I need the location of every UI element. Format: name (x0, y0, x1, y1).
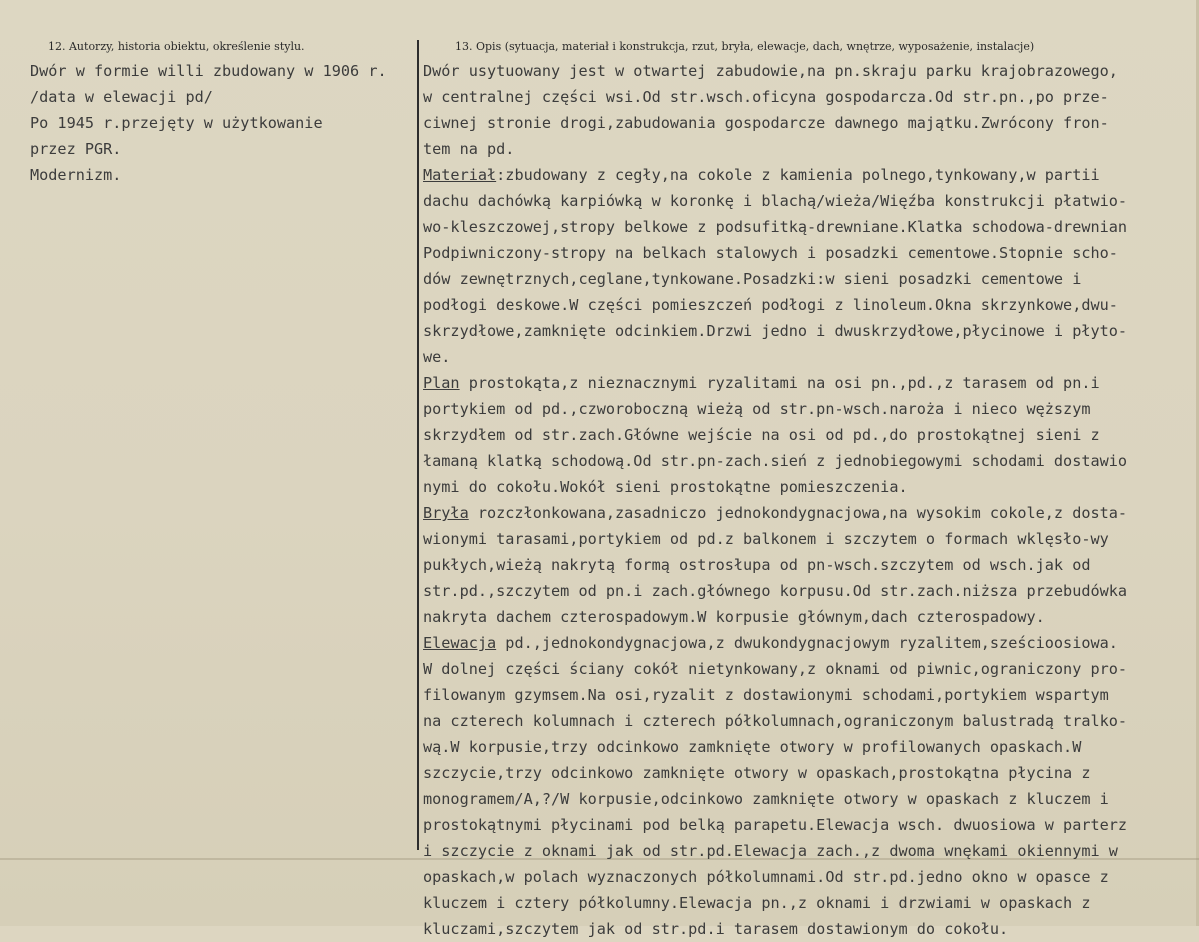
description-line-text: filowanym gzymsem.Na osi,ryzalit z dostawionymi schodami,portykiem wspartym (423, 686, 1109, 704)
description-line (423, 422, 1127, 448)
description-line-text: wo-kleszczowej,stropy belkowe z podsufitką-drewniane.Klatka schodowa-drewnian (423, 218, 1128, 236)
description-line-text: prostokątnymi płycinami pod belką parapetu.Elewacja wsch. dwuosiowa w parterz (423, 816, 1128, 834)
description-line-text: w centralnej części wsi.Od str.wsch.oficyna gospodarcza.Od str.pn.,po prze- (423, 88, 1109, 106)
description-line-text: dachu dachówką karpiówką w koronkę i blachą/wieża/Więźba konstrukcji płatwio- (423, 192, 1128, 210)
description-line (423, 240, 1127, 266)
description-line (423, 188, 1127, 214)
description-line (423, 396, 1127, 422)
description-line-text: str.pd.,szczytem od pn.i zach.głównego korpusu.Od str.zach.niższa przebudówka (423, 582, 1128, 600)
description-line-text: tem na pd. (423, 140, 515, 158)
description-line-text: podłogi deskowe.W części pomieszczeń podłogi z linoleum.Okna skrzynkowe,dwu- (423, 296, 1118, 314)
description-line (423, 84, 1127, 110)
description-line (423, 552, 1127, 578)
description-line-text: wionymi tarasami,portykiem od pd.z balkonem i szczytem o formach wklęsło-wy (423, 530, 1109, 548)
description-line-text: nymi do cokołu.Wokół sieni prostokątne pomieszczenia. (423, 478, 908, 496)
section-13-header: 13. Opis (sytuacja, materiał i konstrukcja, rzut, bryła, elewacje, dach, wnętrze, wyposażenie, instalacje) (455, 40, 1035, 53)
description-line (423, 734, 1127, 760)
description-line (423, 864, 1127, 890)
description-line-text: Podpiwniczony-stropy na belkach stalowych i posadzki cementowe.Stopnie scho- (423, 244, 1118, 262)
history-line: przez PGR. (30, 140, 122, 158)
history-line: Dwór w formie willi zbudowany w 1906 r. (30, 62, 387, 80)
section-keyword: Plan (423, 374, 460, 392)
history-line: /data w elewacji pd/ (30, 88, 213, 106)
description-line (423, 136, 1127, 162)
description-line-text: Dwór usytuowany jest w otwartej zabudowie,na pn.skraju parku krajobrazowego, (423, 62, 1118, 80)
section-keyword: Bryła (423, 504, 469, 522)
description-line-text: ciwnej stronie drogi,zabudowania gospodarcze dawnego majątku.Zwrócony fron- (423, 114, 1109, 132)
description-line (423, 890, 1127, 916)
description-line (423, 838, 1127, 864)
description-line (423, 604, 1127, 630)
description-line-text: pd.,jednokondygnacjowa,z dwukondygnacjowym ryzalitem,sześcioosiowa. (496, 634, 1118, 652)
description-line-text: prostokąta,z nieznacznymi ryzalitami na osi pn.,pd.,z tarasem od pn.i (459, 374, 1100, 392)
description-line-text: portykiem od pd.,czworoboczną wieżą od str.pn-wsch.naroża i nieco węższym (423, 400, 1091, 418)
description-line-text: kluczem i cztery półkolumny.Elewacja pn.,z oknami i drzwiami w opaskach z (423, 894, 1091, 912)
section-12-header: 12. Autorzy, historia obiektu, określenie stylu. (48, 40, 305, 53)
description-line-text: opaskach,w polach wyznaczonych półkolumnami.Od str.pd.jedno okno w opasce z (423, 868, 1109, 886)
description-line (423, 292, 1127, 318)
history-line: Po 1945 r.przejęty w użytkowanie (30, 114, 323, 132)
description-line-text: nakryta dachem czterospadowym.W korpusie głównym,dach czterospadowy. (423, 608, 1045, 626)
description-line (423, 812, 1127, 838)
description-line-text: łamaną klatką schodową.Od str.pn-zach.sień z jednobiegowymi schodami dostawio (423, 452, 1128, 470)
description-line (423, 630, 1127, 656)
description-line (423, 786, 1127, 812)
description-line (423, 370, 1127, 396)
description-line (423, 448, 1127, 474)
description-line-text: monogramem/A,?/W korpusie,odcinkowo zamknięte otwory w opaskach z kluczem i (423, 790, 1109, 808)
description-line (423, 58, 1127, 84)
description-line-text: we. (423, 348, 451, 366)
description-text-column (423, 58, 1127, 942)
description-line-text: szczycie,trzy odcinkowo zamknięte otwory w opaskach,prostokątna płycina z (423, 764, 1091, 782)
description-line (423, 708, 1127, 734)
column-divider (417, 40, 419, 850)
description-line-text: kluczami,szczytem jak od str.pd.i tarasem dostawionym do cokołu. (423, 920, 1009, 938)
description-line-text: :zbudowany z cegły,na cokole z kamienia polnego,tynkowany,w partii (496, 166, 1100, 184)
description-line (423, 344, 1127, 370)
description-line (423, 578, 1127, 604)
description-line-text: na czterech kolumnach i czterech półkolumnach,ograniczonym balustradą tralko- (423, 712, 1128, 730)
history-line: Modernizm. (30, 166, 122, 184)
section-keyword: Elewacja (423, 634, 497, 652)
description-line (423, 318, 1127, 344)
description-line (423, 760, 1127, 786)
description-line (423, 474, 1127, 500)
description-line (423, 162, 1127, 188)
description-line-text: skrzydłem od str.zach.Główne wejście na osi od pd.,do prostokątnej sieni z (423, 426, 1100, 444)
description-line-text: W dolnej części ściany cokół nietynkowany,z oknami od piwnic,ograniczony pro- (423, 660, 1128, 678)
description-line (423, 266, 1127, 292)
description-line (423, 500, 1127, 526)
description-line (423, 656, 1127, 682)
description-line (423, 682, 1127, 708)
description-line-text: pukłych,wieżą nakrytą formą ostrosłupa od pn-wsch.szczytem od wsch.jak od (423, 556, 1091, 574)
description-line-text: dów zewnętrznych,ceglane,tynkowane.Posadzki:w sieni posadzki cementowe i (423, 270, 1082, 288)
description-line (423, 214, 1127, 240)
description-line (423, 110, 1127, 136)
description-line-text: rozczłonkowana,zasadniczo jednokondygnacjowa,na wysokim cokole,z dosta- (468, 504, 1128, 522)
description-line (423, 916, 1127, 942)
description-line-text: skrzydłowe,zamknięte odcinkiem.Drzwi jedno i dwuskrzydłowe,płycinowe i płyto- (423, 322, 1128, 340)
description-line-text: i szczycie z oknami jak od str.pd.Elewacja zach.,z dwoma wnękami okiennymi w (423, 842, 1118, 860)
description-line-text: wą.W korpusie,trzy odcinkowo zamknięte otwory w profilowanych opaskach.W (423, 738, 1082, 756)
description-line (423, 526, 1127, 552)
section-keyword: Materiał (423, 166, 497, 184)
history-text-column (30, 58, 387, 188)
